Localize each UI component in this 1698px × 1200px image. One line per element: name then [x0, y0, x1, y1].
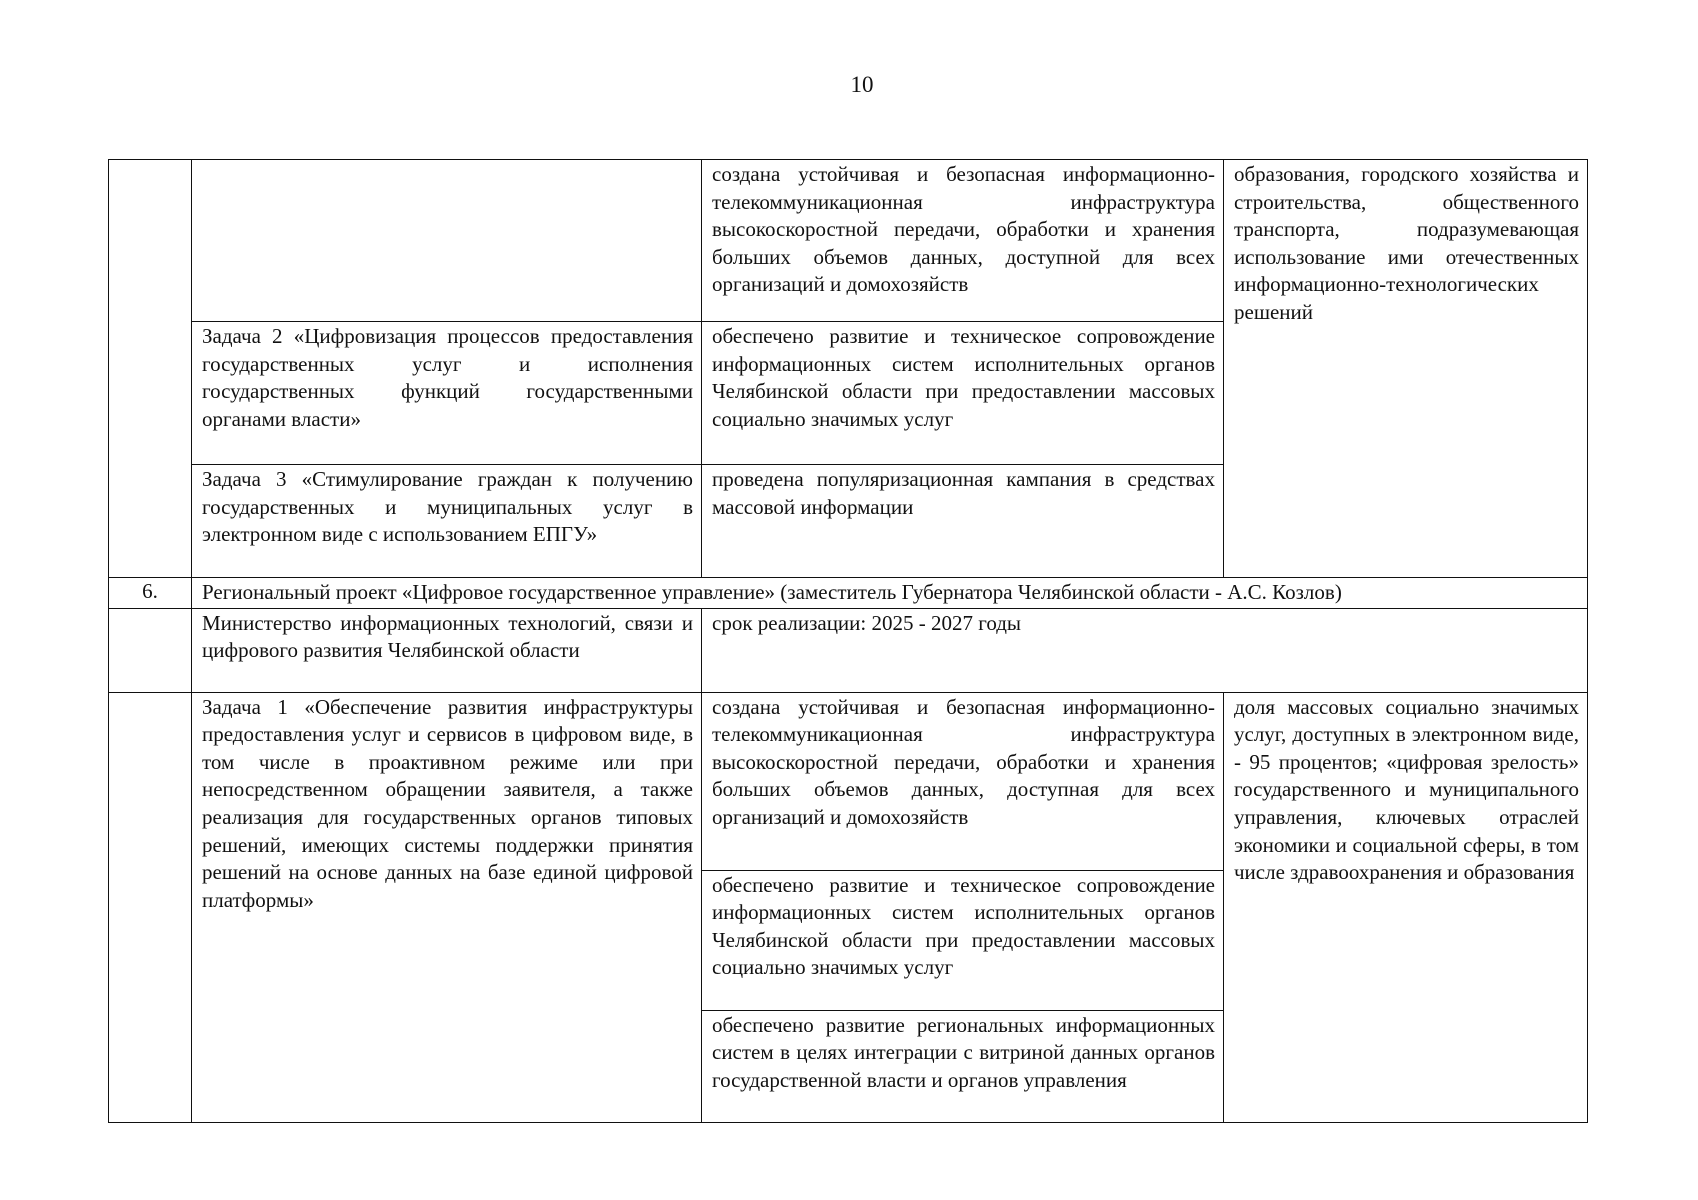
project-title: Региональный проект «Цифровое государственное управление» (заместитель Губернатора Челябинской области - А.С. Козлов)	[192, 578, 1588, 609]
row-number-cell	[109, 692, 192, 1122]
result-cell: проведена популяризационная кампания в средствах массовой информации	[702, 465, 1224, 578]
task-cell: Задача 2 «Цифровизация процессов предоставления государственных услуг и исполнения государственных функций государственными органами власти»	[192, 322, 702, 465]
project-number: 6.	[109, 578, 192, 609]
term-cell: срок реализации: 2025 - 2027 годы	[702, 608, 1588, 692]
table-row	[109, 692, 1588, 870]
responsible-row	[109, 608, 1588, 692]
task-cell: Задача 1 «Обеспечение развития инфраструктуры предоставления услуг и сервисов в цифровом виде, в том числе в проактивном режиме или при непосредственном обращении заявителя, а также реализация для государственных органов типовых решений, имеющих системы поддержки принятия решений на основе данных на базе единой цифровой платформы»	[192, 692, 702, 1122]
task-cell: Задача 3 «Стимулирование граждан к получению государственных и муниципальных услуг в электронном виде с использованием ЕПГУ»	[192, 465, 702, 578]
result-cell: создана устойчивая и безопасная информационно-телекоммуникационная инфраструктура высокоскоростной передачи, обработки и хранения больших объемов данных, доступной для всех организаций и домохозяйств	[702, 160, 1224, 322]
row-number-cell	[109, 608, 192, 692]
indicator-cell: образования, городского хозяйства и строительства, общественного транспорта, подразумевающая использование ими отечественных информационно-технологических решений	[1224, 160, 1588, 578]
result-cell: обеспечено развитие региональных информационных систем в целях интеграции с витриной данных органов государственной власти и органов управления	[702, 1010, 1224, 1122]
row-number-cell	[109, 160, 192, 578]
result-cell: обеспечено развитие и техническое сопровождение информационных систем исполнительных органов Челябинской области при предоставлении массовых социально значимых услуг	[702, 322, 1224, 465]
project-row	[109, 578, 1588, 609]
ministry-cell: Министерство информационных технологий, связи и цифрового развития Челябинской области	[192, 608, 702, 692]
result-cell: обеспечено развитие и техническое сопровождение информационных систем исполнительных органов Челябинской области при предоставлении массовых социально значимых услуг	[702, 870, 1224, 1010]
program-table	[108, 159, 1588, 1123]
indicator-cell: доля массовых социально значимых услуг, доступных в электронном виде, - 95 процентов; «цифровая зрелость» государственного и муниципального управления, ключевых отраслей экономики и социальной сферы, в том числе здравоохранения и образования	[1224, 692, 1588, 1122]
result-cell: создана устойчивая и безопасная информационно-телекоммуникационная инфраструктура высокоскоростной передачи, обработки и хранения больших объемов данных, доступная для всех организаций и домохозяйств	[702, 692, 1224, 870]
table-row	[109, 160, 1588, 322]
page-number: 10	[850, 72, 874, 97]
task-cell	[192, 160, 702, 322]
